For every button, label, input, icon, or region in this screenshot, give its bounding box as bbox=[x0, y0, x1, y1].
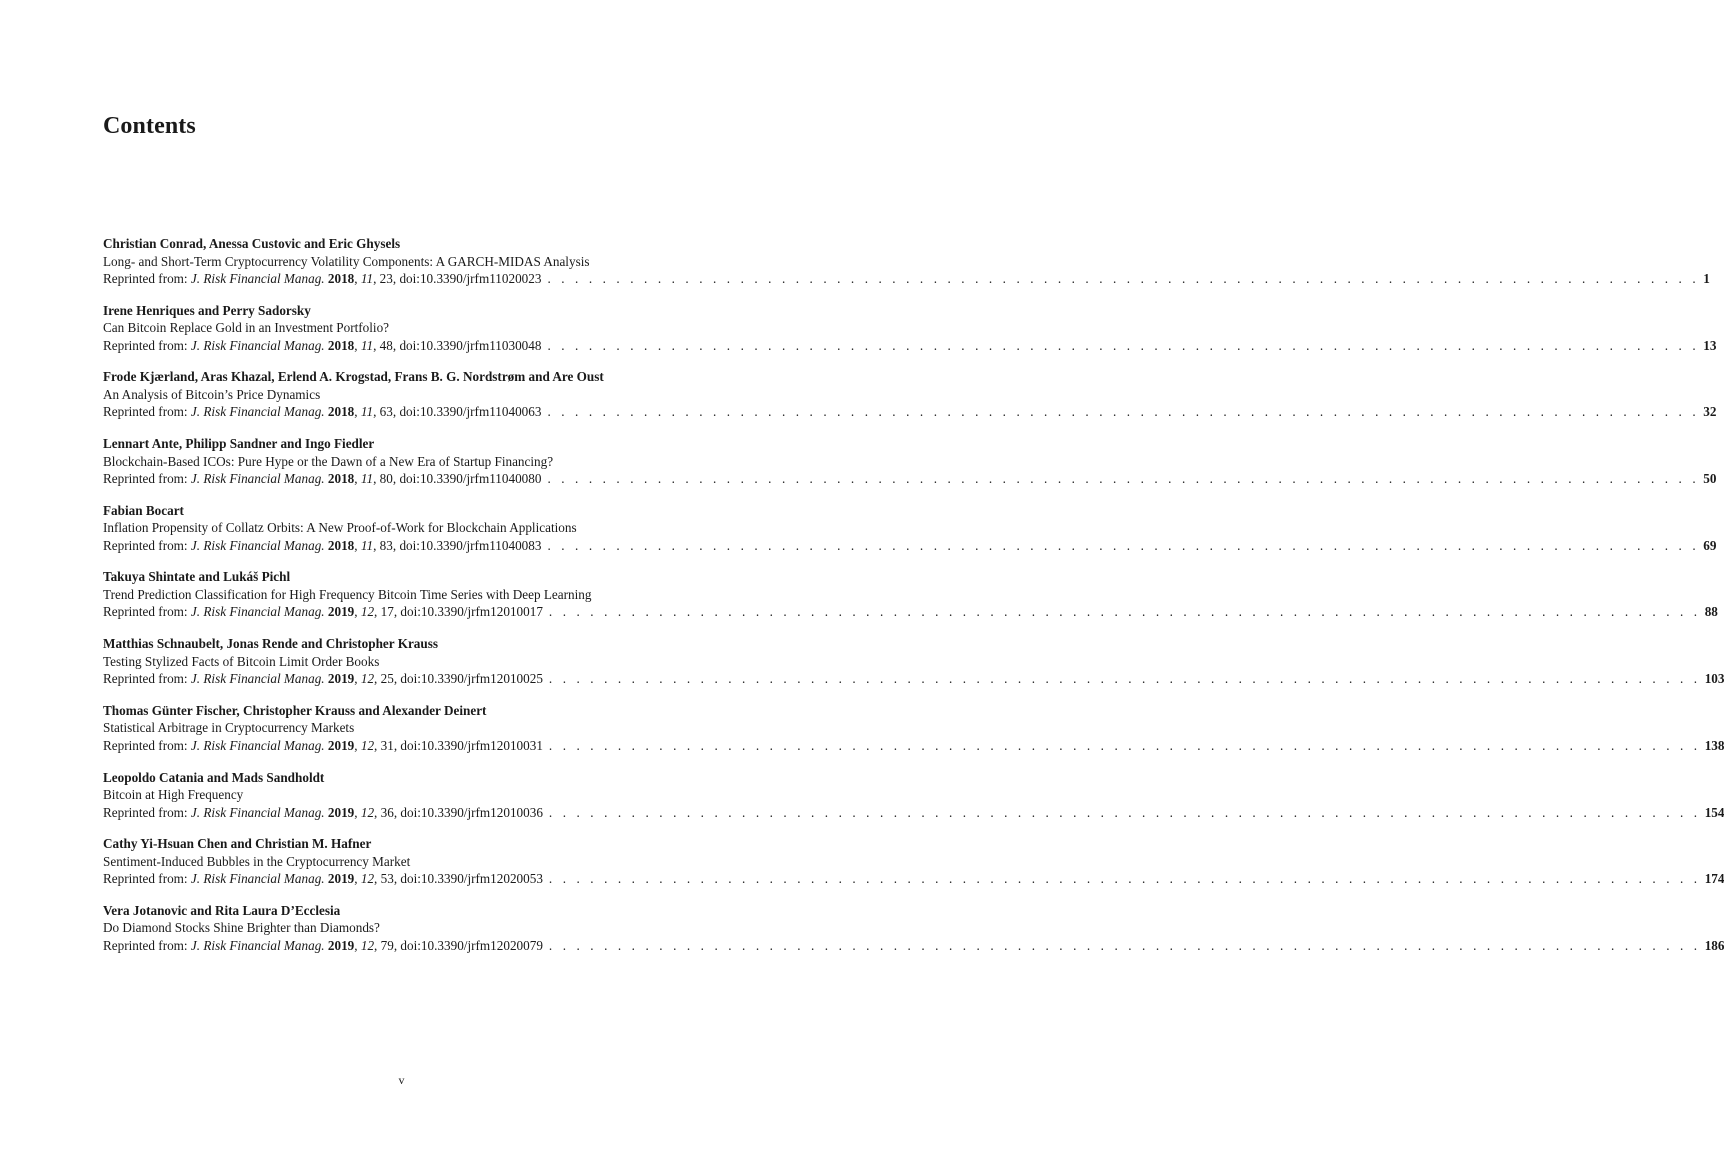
entry-volume: 12 bbox=[360, 937, 375, 953]
entry-year: 2019 bbox=[327, 737, 355, 753]
entry-title[interactable]: Blockchain-Based ICOs: Pure Hype or the Dawn of a New Era of Startup Financing? bbox=[103, 453, 554, 469]
toc-entry[interactable] bbox=[103, 235, 1710, 302]
toc-entry[interactable] bbox=[103, 368, 1717, 435]
entry-page-number[interactable]: 50 bbox=[1703, 471, 1717, 487]
entry-year: 2019 bbox=[327, 671, 355, 687]
entry-reference bbox=[103, 470, 1717, 488]
entry-article: , 53, doi:10.3390/jrfm12020053 bbox=[374, 871, 543, 887]
table-of-contents bbox=[103, 235, 1724, 969]
reference-text: Reprinted from: J. Risk Financial Manag. 2018, 11, 23, doi:10.3390/jrfm11020023 bbox=[103, 271, 542, 286]
dot-leader: . . . . . . . . . . . . . . . . . . . . . . . . . . . . . . . . . . . . . . . . . . . . . . . . . . . . . . . . . . . . . . . . . . . . . . . . . . . . . . . . . . . . bbox=[548, 937, 1701, 953]
entry-authors: Fabian Bocart bbox=[103, 502, 184, 518]
entry-authors: Lennart Ante, Philipp Sandner and Ingo Fiedler bbox=[103, 436, 375, 452]
dot-leader: . . . . . . . . . . . . . . . . . . . . . . . . . . . . . . . . . . . . . . . . . . . . . . . . . . . . . . . . . . . . . . . . . . . . . . . . . . . . . . . . . . . . bbox=[548, 737, 1701, 753]
reprint-prefix: Reprinted from: bbox=[103, 737, 188, 753]
toc-entry[interactable] bbox=[103, 502, 1717, 569]
entry-reference bbox=[103, 870, 1724, 888]
entry-authors: Christian Conrad, Anessa Custovic and Eric Ghysels bbox=[103, 236, 401, 251]
journal-name: J. Risk Financial Manag. bbox=[190, 404, 325, 420]
entry-page-number[interactable]: 186 bbox=[1704, 937, 1724, 953]
journal-name: J. Risk Financial Manag. bbox=[190, 871, 325, 887]
entry-article: , 31, doi:10.3390/jrfm12010031 bbox=[374, 737, 543, 753]
entry-article: , 25, doi:10.3390/jrfm12010025 bbox=[374, 671, 543, 687]
entry-title[interactable]: Statistical Arbitrage in Cryptocurrency Markets bbox=[103, 720, 355, 736]
entry-volume: 11 bbox=[360, 337, 374, 353]
entry-title[interactable]: An Analysis of Bitcoin’s Price Dynamics bbox=[103, 386, 321, 402]
entry-authors: Leopoldo Catania and Mads Sandholdt bbox=[103, 769, 325, 785]
reference-text: Reprinted from: J. Risk Financial Manag. 2018, 11, 48, doi:10.3390/jrfm11030048 bbox=[103, 337, 542, 353]
reprint-prefix: Reprinted from: bbox=[103, 871, 188, 887]
dot-leader: . . . . . . . . . . . . . . . . . . . . . . . . . . . . . . . . . . . . . . . . . . . . . . . . . . . . . . . . . . . . . . . . . . . . . . . . . . . . . . . . . . . . bbox=[548, 604, 1701, 620]
reprint-prefix: Reprinted from: bbox=[103, 404, 188, 420]
journal-name: J. Risk Financial Manag. bbox=[190, 471, 325, 487]
entry-year: 2019 bbox=[327, 804, 355, 820]
entry-authors: Thomas Günter Fischer, Christopher Krauss and Alexander Deinert bbox=[103, 702, 487, 718]
entry-title[interactable]: Inflation Propensity of Collatz Orbits: A New Proof-of-Work for Blockchain Applications bbox=[103, 520, 577, 536]
entry-volume: 12 bbox=[360, 737, 375, 753]
dot-leader: . . . . . . . . . . . . . . . . . . . . . . . . . . . . . . . . . . . . . . . . . . . . . . . . . . . . . . . . . . . . . . . . . . . . . . . . . . . . . . . . . . . . bbox=[547, 404, 1700, 420]
entry-reference bbox=[103, 603, 1718, 621]
entry-volume: 11 bbox=[360, 404, 374, 420]
dot-leader: . . . . . . . . . . . . . . . . . . . . . . . . . . . . . . . . . . . . . . . . . . . . . . . . . . . . . . . . . . . . . . . . . . . . . . . . . . . . . . . . . . . . bbox=[547, 271, 1700, 286]
toc-entry[interactable] bbox=[103, 635, 1724, 702]
entry-article: , 36, doi:10.3390/jrfm12010036 bbox=[374, 804, 543, 820]
reference-text: Reprinted from: J. Risk Financial Manag. 2018, 11, 63, doi:10.3390/jrfm11040063 bbox=[103, 404, 542, 420]
entry-year: 2018 bbox=[327, 471, 355, 487]
entry-page-number[interactable]: 154 bbox=[1704, 804, 1724, 820]
entry-volume: 12 bbox=[360, 871, 375, 887]
journal-name: J. Risk Financial Manag. bbox=[190, 537, 325, 553]
reprint-prefix: Reprinted from: bbox=[103, 937, 188, 953]
journal-name: J. Risk Financial Manag. bbox=[190, 737, 325, 753]
entry-year: 2019 bbox=[327, 937, 355, 953]
entry-page-number[interactable]: 13 bbox=[1703, 337, 1717, 353]
reference-text: Reprinted from: J. Risk Financial Manag. 2019, 12, 79, doi:10.3390/jrfm12020079 bbox=[103, 937, 543, 953]
entry-reference bbox=[103, 537, 1717, 555]
entry-reference bbox=[103, 737, 1724, 755]
dot-leader: . . . . . . . . . . . . . . . . . . . . . . . . . . . . . . . . . . . . . . . . . . . . . . . . . . . . . . . . . . . . . . . . . . . . . . . . . . . . . . . . . . . . bbox=[547, 537, 1700, 553]
entry-reference bbox=[103, 270, 1710, 288]
entry-reference bbox=[103, 337, 1717, 355]
reference-text: Reprinted from: J. Risk Financial Manag. 2018, 11, 80, doi:10.3390/jrfm11040080 bbox=[103, 471, 542, 487]
entry-reference bbox=[103, 804, 1724, 822]
entry-volume: 12 bbox=[360, 604, 375, 620]
entry-volume: 12 bbox=[360, 804, 375, 820]
reprint-prefix: Reprinted from: bbox=[103, 537, 188, 553]
entry-title[interactable]: Long- and Short-Term Cryptocurrency Volatility Components: A GARCH-MIDAS Analysis bbox=[103, 253, 590, 269]
toc-entry[interactable] bbox=[103, 902, 1724, 969]
journal-name: J. Risk Financial Manag. bbox=[190, 671, 325, 687]
entry-article: , 80, doi:10.3390/jrfm11040080 bbox=[373, 471, 542, 487]
entry-title[interactable]: Can Bitcoin Replace Gold in an Investment Portfolio? bbox=[103, 320, 390, 336]
entry-reference bbox=[103, 670, 1724, 688]
reference-text: Reprinted from: J. Risk Financial Manag. 2019, 12, 17, doi:10.3390/jrfm12010017 bbox=[103, 604, 543, 620]
dot-leader: . . . . . . . . . . . . . . . . . . . . . . . . . . . . . . . . . . . . . . . . . . . . . . . . . . . . . . . . . . . . . . . . . . . . . . . . . . . . . . . . . . . . bbox=[548, 871, 1701, 887]
entry-page-number[interactable]: 174 bbox=[1704, 871, 1724, 887]
entry-year: 2019 bbox=[327, 604, 355, 620]
entry-article: , 17, doi:10.3390/jrfm12010017 bbox=[374, 604, 543, 620]
entry-year: 2018 bbox=[327, 337, 355, 353]
entry-authors: Vera Jotanovic and Rita Laura D’Ecclesia bbox=[103, 902, 341, 918]
entry-article: , 48, doi:10.3390/jrfm11030048 bbox=[373, 337, 542, 353]
entry-title[interactable]: Trend Prediction Classification for High Frequency Bitcoin Time Series with Deep Learning bbox=[103, 586, 592, 602]
toc-entry[interactable] bbox=[103, 702, 1724, 769]
entry-authors: Takuya Shintate and Lukáš Pichl bbox=[103, 569, 291, 585]
entry-page-number[interactable]: 1 bbox=[1703, 271, 1710, 286]
entry-year: 2019 bbox=[327, 871, 355, 887]
toc-entry[interactable] bbox=[103, 835, 1724, 902]
entry-authors: Frode Kjærland, Aras Khazal, Erlend A. Krogstad, Frans B. G. Nordstrøm and Are Oust bbox=[103, 369, 604, 385]
reprint-prefix: Reprinted from: bbox=[103, 471, 188, 487]
entry-volume: 11 bbox=[360, 271, 374, 286]
reference-text: Reprinted from: J. Risk Financial Manag. 2019, 12, 31, doi:10.3390/jrfm12010031 bbox=[103, 737, 543, 753]
entry-title[interactable]: Testing Stylized Facts of Bitcoin Limit Order Books bbox=[103, 653, 380, 669]
toc-entry[interactable] bbox=[103, 769, 1724, 836]
entry-volume: 11 bbox=[360, 537, 374, 553]
reference-text: Reprinted from: J. Risk Financial Manag. 2018, 11, 83, doi:10.3390/jrfm11040083 bbox=[103, 537, 542, 553]
entry-year: 2018 bbox=[327, 404, 355, 420]
reference-text: Reprinted from: J. Risk Financial Manag. 2019, 12, 53, doi:10.3390/jrfm12020053 bbox=[103, 871, 543, 887]
journal-name: J. Risk Financial Manag. bbox=[190, 337, 325, 353]
toc-entry[interactable] bbox=[103, 568, 1718, 635]
reprint-prefix: Reprinted from: bbox=[103, 671, 188, 687]
entry-page-number[interactable]: 88 bbox=[1704, 604, 1718, 620]
journal-name: J. Risk Financial Manag. bbox=[190, 937, 325, 953]
page-number-footer: v bbox=[398, 1073, 405, 1087]
reference-text: Reprinted from: J. Risk Financial Manag. 2019, 12, 36, doi:10.3390/jrfm12010036 bbox=[103, 804, 543, 820]
entry-authors: Cathy Yi-Hsuan Chen and Christian M. Hafner bbox=[103, 836, 372, 852]
reprint-prefix: Reprinted from: bbox=[103, 271, 188, 286]
reprint-prefix: Reprinted from: bbox=[103, 337, 188, 353]
entry-title[interactable]: Bitcoin at High Frequency bbox=[103, 787, 244, 802]
dot-leader: . . . . . . . . . . . . . . . . . . . . . . . . . . . . . . . . . . . . . . . . . . . . . . . . . . . . . . . . . . . . . . . . . . . . . . . . . . . . . . . . . . . . bbox=[548, 804, 1701, 820]
entry-page-number[interactable]: 69 bbox=[1703, 537, 1717, 553]
entry-title[interactable]: Sentiment-Induced Bubbles in the Cryptocurrency Market bbox=[103, 853, 411, 869]
reprint-prefix: Reprinted from: bbox=[103, 604, 188, 620]
entry-year: 2018 bbox=[327, 271, 355, 286]
entry-authors: Matthias Schnaubelt, Jonas Rende and Christopher Krauss bbox=[103, 636, 438, 652]
entry-title[interactable]: Do Diamond Stocks Shine Brighter than Diamonds? bbox=[103, 920, 380, 936]
entry-reference bbox=[103, 403, 1717, 421]
reprint-prefix: Reprinted from: bbox=[103, 804, 188, 820]
dot-leader: . . . . . . . . . . . . . . . . . . . . . . . . . . . . . . . . . . . . . . . . . . . . . . . . . . . . . . . . . . . . . . . . . . . . . . . . . . . . . . . . . . . . bbox=[548, 671, 1701, 687]
entry-volume: 12 bbox=[360, 671, 375, 687]
entry-volume: 11 bbox=[360, 471, 374, 487]
entry-year: 2018 bbox=[327, 537, 355, 553]
entry-authors: Irene Henriques and Perry Sadorsky bbox=[103, 302, 311, 318]
entry-page-number[interactable]: 138 bbox=[1704, 737, 1724, 753]
dot-leader: . . . . . . . . . . . . . . . . . . . . . . . . . . . . . . . . . . . . . . . . . . . . . . . . . . . . . . . . . . . . . . . . . . . . . . . . . . . . . . . . . . . . bbox=[547, 337, 1700, 353]
reference-text: Reprinted from: J. Risk Financial Manag. 2019, 12, 25, doi:10.3390/jrfm12010025 bbox=[103, 671, 543, 687]
entry-page-number[interactable]: 32 bbox=[1703, 404, 1717, 420]
toc-entry[interactable] bbox=[103, 302, 1717, 369]
entry-article: , 63, doi:10.3390/jrfm11040063 bbox=[373, 404, 542, 420]
entry-article: , 79, doi:10.3390/jrfm12020079 bbox=[374, 937, 543, 953]
journal-name: J. Risk Financial Manag. bbox=[190, 804, 325, 820]
dot-leader: . . . . . . . . . . . . . . . . . . . . . . . . . . . . . . . . . . . . . . . . . . . . . . . . . . . . . . . . . . . . . . . . . . . . . . . . . . . . . . . . . . . . bbox=[547, 471, 1700, 487]
entry-article: , 83, doi:10.3390/jrfm11040083 bbox=[373, 537, 542, 553]
entry-reference bbox=[103, 937, 1724, 955]
journal-name: J. Risk Financial Manag. bbox=[190, 604, 325, 620]
entry-article: , 23, doi:10.3390/jrfm11020023 bbox=[373, 271, 542, 286]
entry-page-number[interactable]: 103 bbox=[1704, 671, 1724, 687]
journal-name: J. Risk Financial Manag. bbox=[190, 271, 325, 286]
page-title: Contents bbox=[103, 113, 196, 139]
toc-entry[interactable] bbox=[103, 435, 1717, 502]
